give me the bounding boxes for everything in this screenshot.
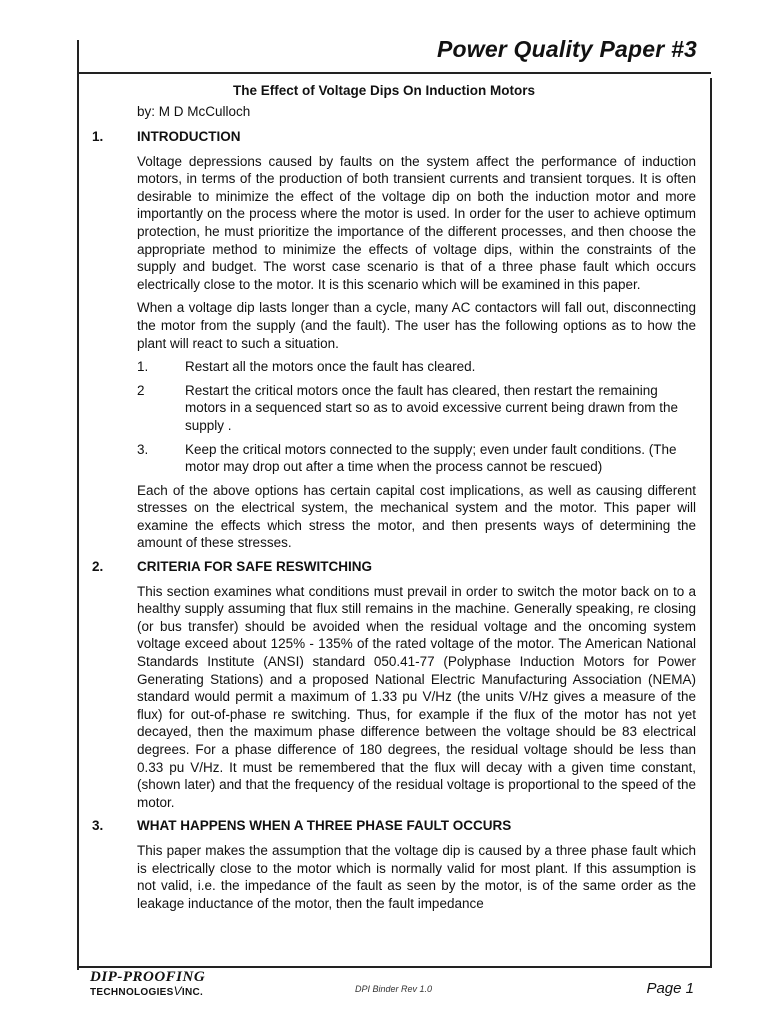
revision-label: DPI Binder Rev 1.0 xyxy=(355,984,433,994)
footer-rule xyxy=(77,966,711,968)
left-margin-rule xyxy=(77,40,79,970)
list-item xyxy=(137,441,696,476)
paper-title: The Effect of Voltage Dips On Induction Motors xyxy=(233,83,535,98)
logo-word-inc: INC. xyxy=(181,987,204,998)
header-rule xyxy=(77,72,711,74)
page-number: Page 1 xyxy=(646,980,694,997)
paper-body xyxy=(92,128,696,918)
section-title: WHAT HAPPENS WHEN A THREE PHASE FAULT OCCURS xyxy=(137,818,512,834)
list-text: Restart the critical motors once the fault has cleared, then restart the remaining motors in a sequenced start so as to avoid excessive current being drawn from the supply . xyxy=(185,382,679,433)
right-margin-rule xyxy=(710,78,712,968)
logo-word-technologies: TECHNOLOGIES xyxy=(90,987,174,998)
section-title: INTRODUCTION xyxy=(137,129,241,144)
logo-v-mark: V xyxy=(173,984,182,998)
paragraph: Voltage depressions caused by faults on the system affect the performance of induction motors, in terms of the production of both transient currents and transient torques. It is often desirable to minimize the effect of the voltage dip on both the induction motor and more importantly on the process where the motor is used. In order for the user to achieve optimum protection, he must prioritize the importance of the different processes, and then choose the appropriate method to minimize the effects of voltage dips, within the constraints of the supply and budget. The worst case scenario is that of a three phase fault which occurs electrically close to the motor. It is this scenario which will be examined in this paper. xyxy=(137,153,696,292)
paragraph: When a voltage dip lasts longer than a cycle, many AC contactors will fall out, disconnecting the motor from the supply (and the fault). The user has the following options as to how the plant will react to such a situation. xyxy=(137,300,696,351)
list-item xyxy=(137,382,696,435)
paragraph: This section examines what conditions must prevail in order to switch the motor back on to a healthy supply assuming that flux still remains in the machine. Generally speaking, re closing (or bus transfer) should be avoided when the residual voltage and the oncoming system voltage exceed about 125% - 135% of the rated voltage of the motor. The American National Standards Institute (ANSI) standard 050.41-77 (Polyphase Induction Motors for Power Generating Stations) and a proposed National Electric Manufacturing Association (NEMA) standard would permit a maximum of 1.33 pu V/Hz (the units V/Hz gives a measure of the flux) for out-of-phase re switching. Thus, for example if the flux of the motor has not yet decayed, then the maximum phase difference between the voltage should be 83 electrical degrees. For a phase difference of 180 degrees, the residual voltage should be less than 0.33 pu V/Hz. It must be remembered that the flux will decay with a given time constant, (shown later) and that the frequency of the residual voltage is proportional to the speed of the motor. xyxy=(137,583,696,810)
document-header-title: Power Quality Paper #3 xyxy=(436,36,697,62)
section-number: 2. xyxy=(92,559,104,575)
section-number: 3. xyxy=(92,818,104,834)
list-number: 1. xyxy=(137,359,149,375)
list-text: Keep the critical motors connected to the supply; even under fault conditions. (The motor may drop out after a time when the process cannot be rescued) xyxy=(185,441,677,475)
list-number: 2 xyxy=(137,382,145,398)
section-heading-three-phase-fault xyxy=(92,817,696,835)
paper-author: by: M D McCulloch xyxy=(137,104,251,119)
section-title: CRITERIA FOR SAFE RESWITCHING xyxy=(137,559,372,575)
section-heading-reswitching xyxy=(92,558,696,576)
company-logo xyxy=(90,969,205,998)
logo-line-2 xyxy=(90,984,205,998)
section-number: 1. xyxy=(92,129,104,144)
list-number: 3. xyxy=(137,441,149,457)
list-text: Restart all the motors once the fault has cleared. xyxy=(185,359,476,375)
paragraph: Each of the above options has certain capital cost implications, as well as causing different stresses on the electrical system, the mechanical system and the motor. This paper will examine the effects which stress the motor, and then presents ways of determining the amount of these stresses. xyxy=(137,482,696,551)
paragraph: This paper makes the assumption that the voltage dip is caused by a three phase fault which is electrically close to the motor which is normally valid for most plant. If this assumption is not valid, i.e. the impedance of the fault as seen by the motor, is of the same order as the leakage inductance of the motor, then the fault impedance xyxy=(137,842,696,911)
section-heading-introduction xyxy=(92,128,696,146)
list-item xyxy=(137,358,696,376)
logo-line-1: DIP-PROOFING xyxy=(90,969,206,985)
